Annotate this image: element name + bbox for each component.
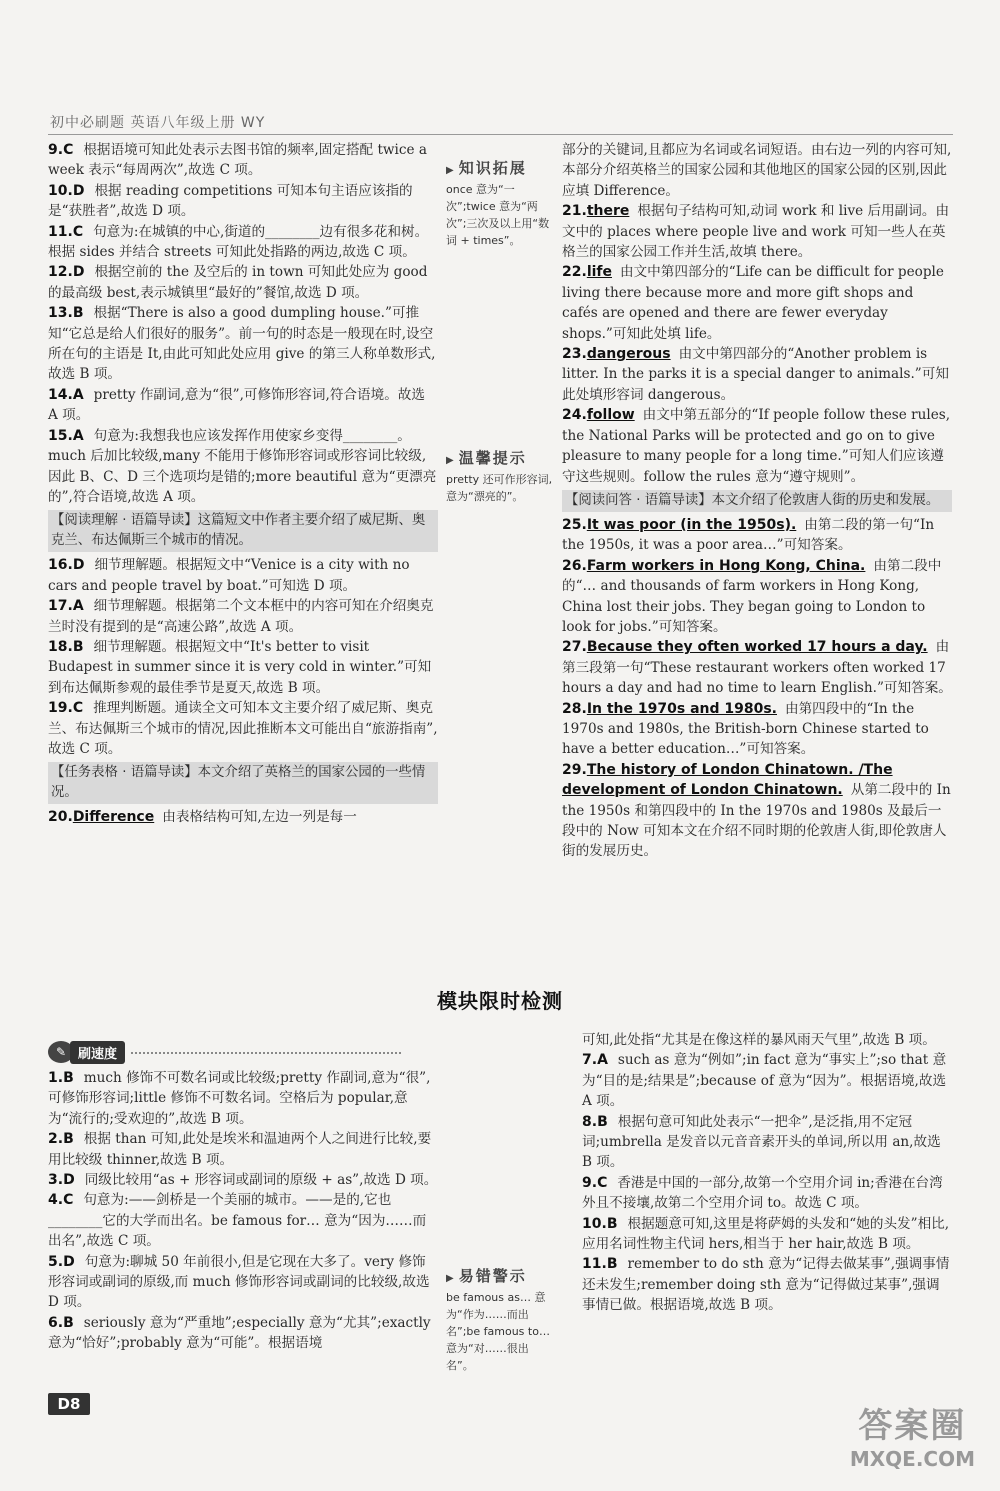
answer-item [582,1050,952,1111]
answer-item [562,405,952,487]
answer-key: A [72,386,84,403]
question-number: 12. [48,264,73,281]
explanation-text: 细节理解题。根据短文中“Venice is a city with no cars and people travel by boat.”可知选 D 项。 [48,557,410,594]
answer-item [48,1313,438,1354]
explanation-text: 句意为:我想我也应该发挥作用使家乡变得________。much 后加比较级,many 不能用于修饰形容词或形容词比较级,因此 B、C、D 三个选项均是错的;more beautiful 意为“更漂亮的”,符合语境,故选 A 项。 [48,427,437,505]
explanation-text: such as 意为“例如”;in fact 意为“事实上”;so that 意为“目的是;结果是”;because of 意为“因为”。根据语境,故选 A 项。 [582,1052,947,1110]
watermark-logo [850,1398,975,1471]
question-number: 25. [562,516,587,533]
answer-item [48,555,438,596]
question-number: 24. [562,407,587,424]
answer-key: B [606,1256,618,1273]
explanation-text: 细节理解题。根据短文中“It's better to visit Budapest in summer since it is very cold in winter.”可知到布达佩斯参观的最佳季节是夏天,故选 B 项。 [48,638,432,696]
answer-item [562,262,952,344]
answer-key: C [63,142,74,158]
answer-item [562,556,952,638]
explanation-text: 根据“There is also a good dumpling house.”可推知“它总是给人们很好的服务”。前一句的时态是一般现在时,设空所在句的主语是 It,由此可知此处应用 give 的第三人称单数形式,故选 B 项。 [48,305,436,383]
explanation-text: 句意为:聊城 50 年前很小,但是它现在大多了。very 修饰形容词或副词的原级,而 much 修饰形容词或副词的比较级,故选 D 项。 [48,1253,430,1311]
explanation-text: 由文中第四部分的“Life can be difficult for people living there because more and more gift shops and cafés are opened and there are fewer everyday shops.”可知此处填 life。 [562,264,944,342]
answer-item [48,140,438,181]
answer-key: C [72,223,84,240]
explanation-text: 由文中第五部分的“If people follow these rules, the National Parks will be protected and go on to give pleasure to many people for a long time.”可知人们应该遵守这些规则。follow the rules 意为“遵守规则”。 [562,407,951,485]
question-number: 5. [48,1253,64,1270]
explanation-text: 香港是中国的一部分,故第一个空用介词 in;香港在台湾外且不接壤,故第二个空用介词 to。故选 C 项。 [582,1174,943,1212]
answer-key: D [72,182,85,199]
right-column [562,140,952,862]
explanation-text: remember to do sth 意为“记得去做某事”,强调事情还未发生;remember doing sth 意为“记得做过某事”,强调事情已做。根据语境,故选 B 项。 [582,1256,950,1314]
explanation-text: 推理判断题。通读全文可知本文主要介绍了威尼斯、奥克兰、布达佩斯三个城市的情况,因此推断本文可能出自“旅游指南”,故选 C 项。 [48,700,438,757]
question-number: 14. [48,386,73,403]
explanation-text: 由第二段的第一句“In the 1950s, it was a poor area…”可知答案。 [562,516,935,554]
answer-key: B [597,1113,608,1130]
answer-key: follow [586,407,635,424]
page-number: D8 [48,1393,90,1415]
explanation-text: 句意为:——剑桥是一个美丽的城市。——是的,它也________它的大学而出名。be famous for… 意为“因为……而出名”,故选 C 项。 [48,1192,427,1250]
explanation-text: 根据句意可知此处表示“一把伞”,是泛指,用不定冠词;umbrella 是发音以元音音素开头的单词,所以用 an,故选 B 项。 [582,1113,941,1171]
answer-key: Because they often worked 17 hours a day. [586,639,928,656]
answer-key: C [63,1192,74,1209]
reading-guide-banner: 【阅读理解 · 语篇导读】这篇短文中作者主要介绍了威尼斯、奥克兰、布达佩斯三个城市的情况。 [48,510,438,552]
answer-item [562,515,952,556]
answer-key: B [606,1215,618,1232]
answer-item [48,1170,438,1190]
answer-item [582,1030,952,1050]
question-number: 7. [582,1052,598,1069]
answer-key: life [586,264,612,281]
answer-item [562,760,952,862]
side-note-title: ▶ 知识拓展 [446,160,556,179]
explanation-text: 由第二段中的“… and thousands of farm workers in Hong Kong, China lost their jobs. They began going to London to look for jobs.”可知答案。 [562,557,942,635]
answer-key: A [597,1052,608,1069]
question-number: 29. [562,761,587,778]
explanation-text: 部分的关键词,且都应为名词或名词短语。由右边一列的内容可知,本部分介绍英格兰的国家公园和其他地区的国家公园的区别,因此应填 Difference。 [562,142,952,199]
dotted-divider [131,1050,401,1054]
explanation-text: 细节理解题。根据第二个文本框中的内容可知在介绍奥克兰时没有提到的是“高速公路”,故选 A 项。 [48,598,434,635]
question-number: 20. [48,809,73,826]
answer-item [48,807,438,827]
answer-item [582,1112,952,1173]
answer-key: B [63,1070,74,1086]
side-note-text: once 意为“一次”;twice 意为“两次”;三次及以上用“数词 + times”。 [446,183,550,247]
question-number: 4. [48,1192,64,1209]
answer-key: C [597,1174,608,1191]
side-note-title: ▶ 易错警示 [446,1268,556,1287]
explanation-text: 根据空前的 the 及空后的 in town 可知此处应为 good 的最高级 best,表示城镇里“最好的”餐馆,故选 D 项。 [48,264,428,301]
question-number: 21. [562,203,587,220]
answer-key: A [72,427,84,444]
header-divider [48,134,953,135]
answer-key: The history of London Chinatown. /The development of London Chinatown. [562,761,893,799]
answer-key: B [63,1131,74,1148]
question-number: 9. [582,1174,598,1191]
question-number: 8. [582,1113,598,1130]
question-number: 18. [48,638,73,655]
explanation-text: much 修饰不可数名词或比较级;pretty 作副词,意为“很”,可修饰形容词;little 修饰不可数名词。空格后为 popular,意为“流行的;受欢迎的”,故选 B 项。 [48,1070,431,1127]
question-number: 27. [562,639,587,656]
explanation-text: 根据句子结构可知,动词 work 和 live 后用副词。由文中的 places where people live and work 可知一些人在英格兰的国家公园工作并生活,故填 there。 [562,203,950,261]
answer-item [562,201,952,262]
watermark-title: 答案圈 [858,1406,967,1446]
question-number: 11. [582,1256,607,1273]
answer-key: dangerous [586,346,671,363]
explanation-text: 根据语境可知此处表示去图书馆的频率,固定搭配 twice a week 表示“每周两次”,故选 C 项。 [48,142,427,179]
answer-key: there [586,203,630,220]
question-number: 15. [48,427,73,444]
answer-key: D [63,1172,75,1189]
answer-key: D [63,1253,75,1270]
speed-banner [48,1040,401,1064]
question-number: 13. [48,305,73,322]
answer-key: In the 1970s and 1980s. [586,700,777,717]
answer-key: D [72,557,85,574]
speed-icon: ✎ [48,1041,74,1063]
side-note-text: pretty 还可作形容词,意为“漂亮的”。 [446,473,553,503]
question-number: 19. [48,700,73,717]
page-header: 初中必刷题 英语八年级上册 WY [50,115,266,131]
explanation-text: 从第二段中的 In the 1950s 和第四段中的 In the 1970s and 1980s 及最后一段中的 Now 可知本文在介绍不同时期的伦敦唐人街,即伦敦唐人街的发展历史。 [562,782,951,860]
answer-key: It was poor (in the 1950s). [586,516,797,533]
answer-item [582,1214,952,1255]
answer-item [48,262,438,303]
answer-item [48,426,438,508]
reading-guide-banner: 【阅读问答 · 语篇导读】本文介绍了伦敦唐人街的历史和发展。 [562,490,952,512]
answer-key: Farm workers in Hong Kong, China. [586,557,866,574]
answer-key: B [63,1314,74,1331]
question-number: 22. [562,264,587,281]
side-note-warning [446,1268,556,1374]
question-number: 10. [582,1215,607,1232]
answer-item [582,1254,952,1315]
answer-key: B [72,305,84,322]
answer-item [48,181,438,222]
answer-item [48,596,438,637]
answer-item [562,140,952,201]
question-number: 3. [48,1172,64,1189]
answer-key: A [72,598,84,615]
right-column-2 [582,1030,952,1316]
answer-item [48,1068,438,1129]
explanation-text: 由文中第四部分的“Another problem is litter. In the parks it is a special danger to animals.”可知此处填形容词 dangerous。 [562,346,949,403]
answer-item [562,344,952,405]
question-number: 16. [48,557,73,574]
side-note-title: ▶ 温馨提示 [446,450,556,469]
explanation-text: 句意为:在城镇的中心,街道的________边有很多花和树。根据 sides 并结合 streets 可知此处指路的两边,故选 C 项。 [48,223,429,261]
question-number: 10. [48,182,73,199]
explanation-text: 由表格结构可知,左边一列是每一 [162,809,357,826]
question-number: 28. [562,700,587,717]
explanation-text: 由第四段中的“In the 1970s and 1980s, the British-born Chinese started to have a better education…”可知答案。 [562,700,929,758]
answer-item [582,1173,952,1214]
explanation-text: 根据题意可知,这里是将萨姆的头发和“她的头发”相比,应用名词性物主代词 hers,相当于 her hair,故选 B 项。 [582,1215,950,1253]
explanation-text: 根据 reading competitions 可知本句主语应该指的是“获胜者”,故选 D 项。 [48,182,413,220]
left-column-2 [48,1068,438,1354]
answer-item [48,698,438,759]
question-number: 11. [48,223,73,240]
speed-label: 刷速度 [70,1041,125,1064]
answer-key: D [72,264,85,281]
answer-key: C [72,700,84,717]
answer-item [48,1129,438,1170]
answer-item [48,222,438,263]
left-column [48,140,438,828]
question-number: 23. [562,346,587,363]
explanation-text: 可知,此处指“尤其是在像这样的暴风雨天气里”,故选 B 项。 [582,1032,936,1048]
answer-item [562,637,952,698]
question-number: 17. [48,598,73,615]
explanation-text: pretty 作副词,意为“很”,可修饰形容词,符合语境。故选 A 项。 [48,386,425,424]
answer-item [48,1252,438,1313]
side-note-text: be famous as… 意为“作为……而出名”;be famous to… 意为“对……很出名”。 [446,1291,550,1372]
explanation-text: 同级比较用“as + 形容词或副词的原级 + as”,故选 D 项。 [84,1172,438,1189]
question-number: 26. [562,557,587,574]
explanation-text: seriously 意为“严重地”;especially 意为“尤其”;exactly 意为“恰好”;probably 意为“可能”。根据语境 [48,1314,431,1352]
answer-key: Difference [72,809,155,826]
explanation-text: 根据 than 可知,此处是埃米和温迪两个人之间进行比较,要用比较级 thinner,故选 B 项。 [48,1131,432,1168]
question-number: 2. [48,1131,64,1148]
question-number: 9. [48,142,64,158]
answer-item [48,303,438,385]
answer-item [48,1190,438,1251]
watermark-url: MXQE.COM [849,1447,975,1471]
answer-key: B [72,638,84,655]
side-note-knowledge [446,160,556,249]
question-number: 1. [48,1070,64,1086]
answer-item [48,385,438,426]
answer-item [562,699,952,760]
reading-guide-banner: 【任务表格 · 语篇导读】本文介绍了英格兰的国家公园的一些情况。 [48,762,438,804]
answer-item [48,637,438,698]
section-title: 模块限时检测 [437,989,563,1013]
question-number: 6. [48,1314,64,1331]
explanation-text: 由第三段第一句“These restaurant workers often worked 17 hours a day and had no time to learn English.”可知答案。 [562,639,952,697]
side-note-tip [446,450,556,505]
